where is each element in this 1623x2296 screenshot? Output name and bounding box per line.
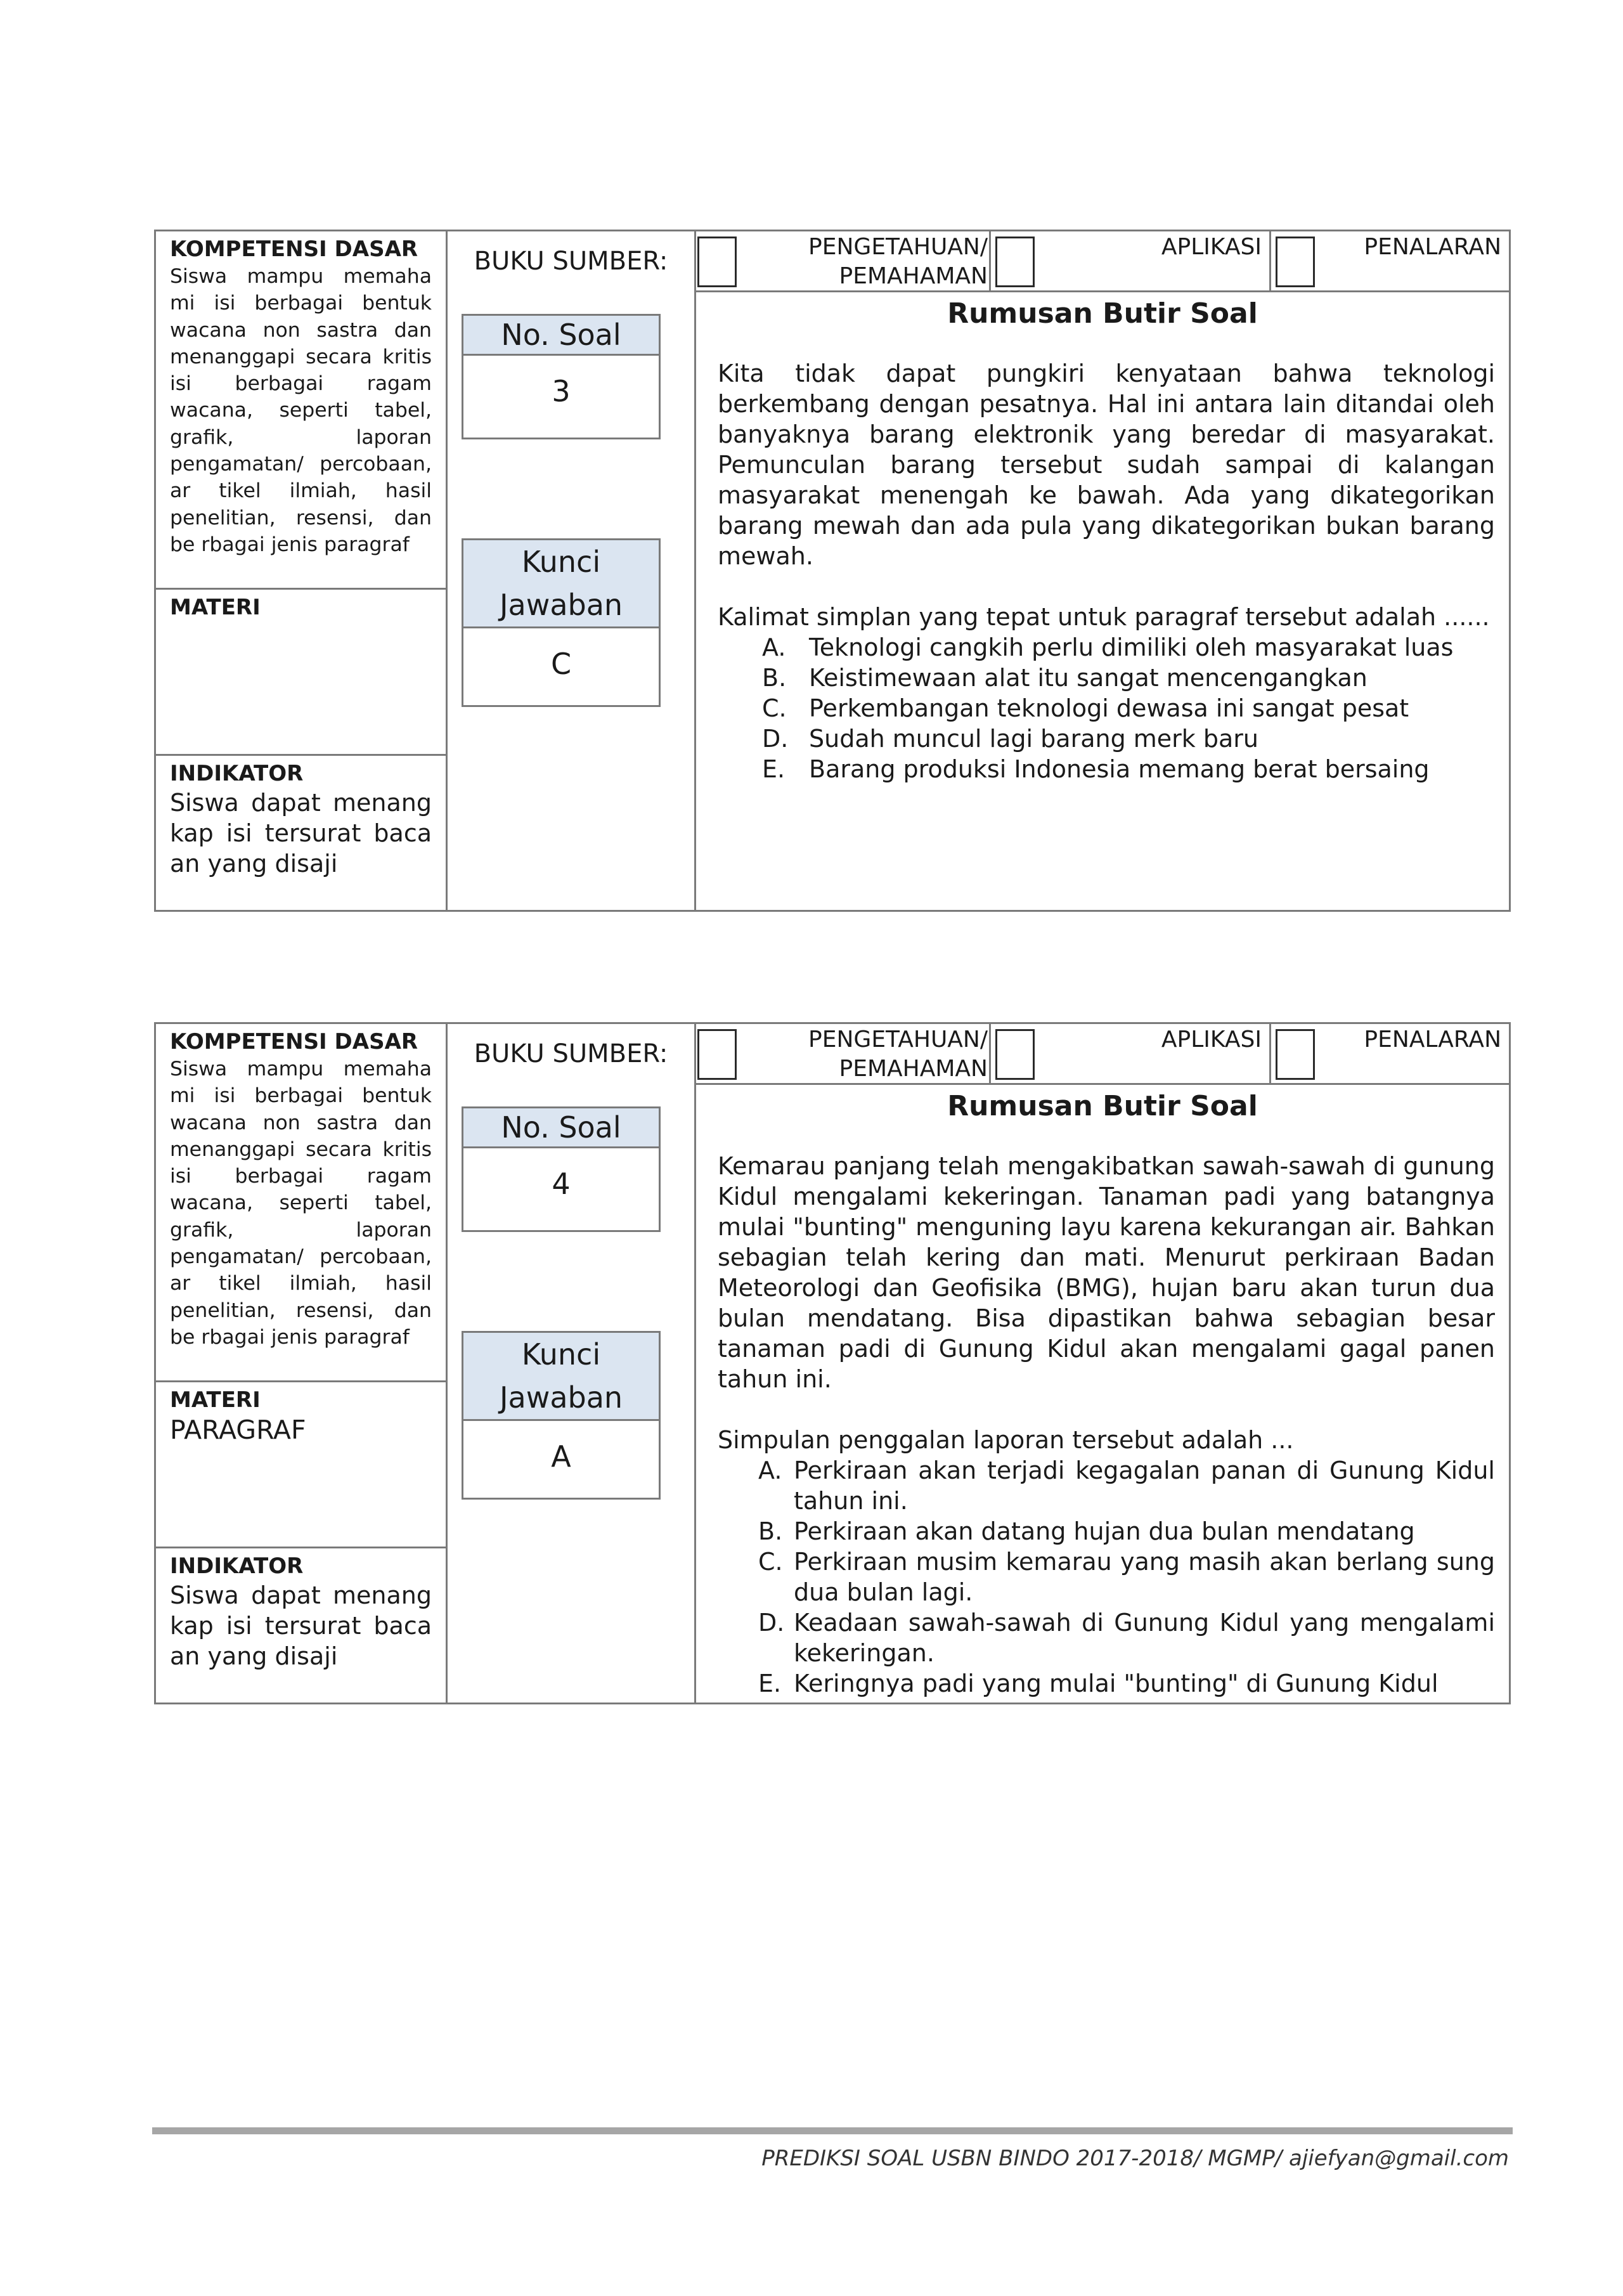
kompetensi-dasar-text: Siswa mampu memaha mi isi berbagai bentuk wacana non sastra dan menanggapi secara kritis isi berbagai ragam wacana, seperti tabel, grafik, laporan pengamatan/ percobaan, ar tikel ilmiah, hasil penelitian, resensi, dan be rbagai jenis paragraf <box>170 1058 432 1349</box>
kompetensi-dasar-section <box>156 231 446 590</box>
option-text: Perkiraan musim kemarau yang masih akan berlang sung dua bulan lagi. <box>794 1548 1495 1606</box>
option-letter: C. <box>762 694 787 722</box>
buku-sumber-label: BUKU SUMBER: <box>474 1039 668 1068</box>
level-divider <box>989 231 991 290</box>
answer-option[interactable] <box>762 663 1495 693</box>
passage-text: Kita tidak dapat pungkiri kenyataan bahwa teknologi berkembang dengan pesatnya. Hal ini antara lain ditandai oleh banyaknya barang elektronik yang beredar di masyarakat. Pemunculan barang tersebut sudah sampai di kalangan masyarakat menengah ke bawah. Ada yang dikategorikan barang mewah dan ada pula yang dikategorikan bukan barang mewah. <box>718 360 1495 570</box>
kunci-jawaban-box <box>462 1331 661 1500</box>
materi-text: PARAGRAF <box>170 1415 306 1445</box>
question-body <box>718 1151 1495 1699</box>
level-aplikasi-label: APLIKASI <box>1161 234 1262 260</box>
kunci-jawaban-label: Kunci Jawaban <box>463 540 659 628</box>
no-soal-box <box>462 314 661 439</box>
right-column <box>696 231 1509 910</box>
checkbox-pengetahuan[interactable] <box>697 1029 737 1080</box>
level-penalaran-label: PENALARAN <box>1364 1027 1501 1053</box>
option-letter: D. <box>758 1609 785 1637</box>
no-soal-value: 3 <box>552 374 571 408</box>
kompetensi-dasar-text: Siswa mampu memaha mi isi berbagai bentuk wacana non sastra dan menanggapi secara kritis isi berbagai ragam wacana, seperti tabel, grafik, laporan pengamatan/ percobaan, ar tikel ilmiah, hasil penelitian, resensi, dan be rbagai jenis paragraf <box>170 265 432 556</box>
checkbox-aplikasi[interactable] <box>995 1029 1035 1080</box>
question-text: Simpulan penggalan laporan tersebut adalah ... <box>718 1426 1294 1454</box>
option-letter: A. <box>758 1456 782 1484</box>
level-bar <box>696 231 1509 292</box>
option-letter: C. <box>758 1548 783 1576</box>
option-text: Sudah muncul lagi barang merk baru <box>809 725 1258 753</box>
materi-section <box>156 590 446 756</box>
option-letter: B. <box>758 1517 783 1545</box>
kompetensi-dasar-label: KOMPETENSI DASAR <box>170 1029 418 1054</box>
option-text: Keistimewaan alat itu sangat mencengangkan <box>809 664 1368 692</box>
left-column <box>156 1024 448 1703</box>
option-letter: E. <box>758 1670 782 1697</box>
answer-option[interactable] <box>762 693 1495 723</box>
rumusan-title: Rumusan Butir Soal <box>947 297 1258 330</box>
no-soal-label: No. Soal <box>463 316 659 356</box>
answer-option[interactable] <box>758 1547 1495 1607</box>
kompetensi-dasar-label: KOMPETENSI DASAR <box>170 237 418 262</box>
buku-sumber-label: BUKU SUMBER: <box>474 247 668 276</box>
no-soal-box <box>462 1106 661 1232</box>
option-letter: A. <box>762 633 786 661</box>
indikator-text: Siswa dapat menang kap isi tersurat baca an yang disaji <box>170 789 432 878</box>
question-card-4 <box>154 1022 1511 1704</box>
level-aplikasi-label: APLIKASI <box>1161 1027 1262 1053</box>
question-text: Kalimat simplan yang tepat untuk paragraf tersebut adalah ...... <box>718 603 1490 631</box>
option-text: Perkembangan teknologi dewasa ini sangat pesat <box>809 694 1409 722</box>
materi-label: MATERI <box>170 595 261 620</box>
option-text: Teknologi cangkih perlu dimiliki oleh masyarakat luas <box>809 633 1454 661</box>
level-pengetahuan-label: PENGETAHUAN/ PEMAHAMAN <box>808 234 988 289</box>
passage-text: Kemarau panjang telah mengakibatkan sawah-sawah di gunung Kidul mengalami kekeringan. Tanaman padi yang batangnya mulai "bunting" menguning layu karena kekurangan air. Bahkan sebagian telah kering dan mati. Menurut perkiraan Badan Meteorologi dan Geofisika (BMG), hujan baru akan turun dua bulan mendatang. Bisa dipastikan bahwa sebagian besar tanaman padi di Gunung Kidul akan mengalami gagal panen tahun ini. <box>718 1152 1495 1393</box>
rumusan-title: Rumusan Butir Soal <box>947 1090 1258 1122</box>
option-letter: B. <box>762 664 787 692</box>
middle-column <box>448 231 696 910</box>
indikator-section <box>156 1548 446 1703</box>
checkbox-penalaran[interactable] <box>1276 1029 1315 1080</box>
level-divider <box>1269 231 1271 290</box>
answer-option[interactable] <box>758 1516 1495 1547</box>
indikator-text: Siswa dapat menang kap isi tersurat baca an yang disaji <box>170 1581 432 1670</box>
answer-option[interactable] <box>758 1668 1495 1699</box>
indikator-label: INDIKATOR <box>170 761 304 786</box>
no-soal-value: 4 <box>552 1167 571 1201</box>
middle-column <box>448 1024 696 1703</box>
question-body <box>718 358 1495 784</box>
materi-section <box>156 1382 446 1548</box>
answer-option[interactable] <box>762 632 1495 663</box>
option-letter: D. <box>762 725 789 753</box>
question-card-3 <box>154 230 1511 912</box>
option-text: Keadaan sawah-sawah di Gunung Kidul yang mengalami kekeringan. <box>794 1609 1495 1667</box>
checkbox-aplikasi[interactable] <box>995 237 1035 287</box>
checkbox-pengetahuan[interactable] <box>697 237 737 287</box>
option-text: Barang produksi Indonesia memang berat bersaing <box>809 755 1430 783</box>
indikator-section <box>156 756 446 910</box>
level-divider <box>1269 1024 1271 1083</box>
kunci-jawaban-box <box>462 538 661 707</box>
indikator-label: INDIKATOR <box>170 1553 304 1579</box>
level-pengetahuan-label: PENGETAHUAN/ PEMAHAMAN <box>808 1027 988 1082</box>
left-column <box>156 231 448 910</box>
materi-label: MATERI <box>170 1387 261 1413</box>
answer-options <box>718 632 1495 784</box>
kunci-jawaban-label: Kunci Jawaban <box>463 1333 659 1421</box>
answer-option[interactable] <box>758 1607 1495 1668</box>
option-text: Perkiraan akan datang hujan dua bulan mendatang <box>794 1517 1415 1545</box>
answer-option[interactable] <box>758 1455 1495 1516</box>
kunci-jawaban-value: A <box>551 1439 571 1474</box>
answer-option[interactable] <box>762 723 1495 754</box>
option-text: Keringnya padi yang mulai "bunting" di Gunung Kidul <box>794 1670 1439 1697</box>
option-letter: E. <box>762 755 786 783</box>
level-divider <box>989 1024 991 1083</box>
footer-divider <box>152 2127 1513 2134</box>
answer-option[interactable] <box>762 754 1495 784</box>
right-column <box>696 1024 1509 1703</box>
answer-options <box>718 1455 1495 1699</box>
checkbox-penalaran[interactable] <box>1276 237 1315 287</box>
footer-text: PREDIKSI SOAL USBN BINDO 2017-2018/ MGMP/ ajiefyan@gmail.com <box>761 2146 1509 2171</box>
kompetensi-dasar-section <box>156 1024 446 1382</box>
level-penalaran-label: PENALARAN <box>1364 234 1501 260</box>
kunci-jawaban-value: C <box>550 647 572 681</box>
level-bar <box>696 1024 1509 1085</box>
no-soal-label: No. Soal <box>463 1108 659 1148</box>
option-text: Perkiraan akan terjadi kegagalan panan di Gunung Kidul tahun ini. <box>794 1456 1495 1515</box>
